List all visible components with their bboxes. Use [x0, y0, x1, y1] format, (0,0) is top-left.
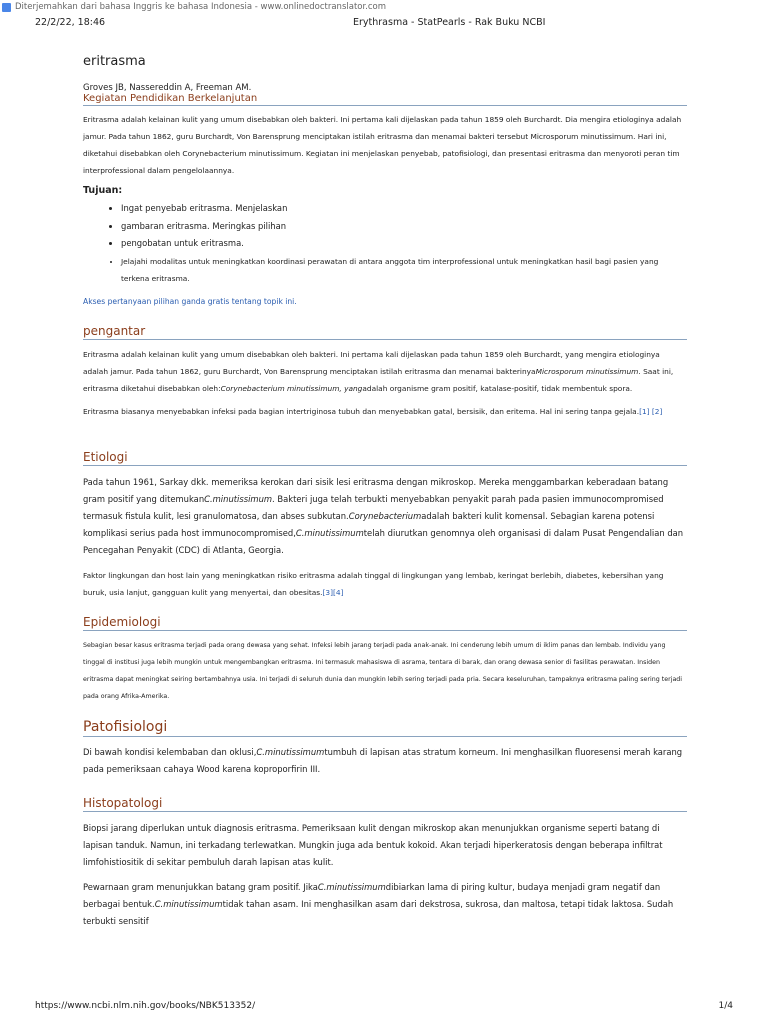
pengantar-paragraph-2: Eritrasma biasanya menyebabkan infeksi pada bagian intertriginosa tubuh dan menyebabkan gatal, bersisik, dan eritema. Hal ini sering tanpa gejala.[1] [2]	[83, 406, 663, 416]
list-item: • Jelajahi modalitas untuk meningkatkan koordinasi perawatan di antara anggota tim interprofessional untuk meningkatkan hasil bagi pasien yang terkena eritrasma.	[121, 253, 687, 287]
section-heading-kegiatan: Kegiatan Pendidikan Berkelanjutan	[83, 93, 687, 106]
etiologi-paragraph-1: Pada tahun 1961, Sarkay dkk. memeriksa kerokan dari sisik lesi eritrasma dengan mikroskop. Mereka menggambarkan keberadaan batang gram positif yang ditemukanC.minutissimum. Bakteri juga telah terbukti menyebabkan penyakit parah pada pasien immunocompromised termasuk fistula kulit, lesi granulomatosa, dan abses subkutan.Corynebacteriumadalah bakteri kulit komensal. Sebagian karena potensi komplikasi serius pada host immunocompromised,C.minutissimumtelah diurutkan genomnya oleh organisasi di dalam Pusat Pengendalian dan Pencegahan Penyakit (CDC) di Atlanta, Georgia.	[83, 476, 684, 555]
objectives-list	[83, 200, 687, 287]
list-item: • Ingat penyebab eritrasma. Menjelaskan	[121, 200, 687, 218]
etiologi-paragraph-2: Faktor lingkungan dan host lain yang meningkatkan risiko eritrasma adalah tinggal di lingkungan yang lembab, keringat berlebih, diabetes, kebersihan yang buruk, usia lanjut, gangguan kulit yang menyertai, dan obesitas.[3][4]	[83, 570, 664, 597]
article-authors: Groves JB, Nassereddin A, Freeman AM.	[83, 83, 252, 93]
article-content	[83, 50, 687, 930]
kegiatan-paragraph: Eritrasma adalah kelainan kulit yang umum disebabkan oleh bakteri. Ini pertama kali dijelaskan pada tahun 1859 oleh Burchardt. Dia mengira etiologinya adalah jamur. Pada tahun 1862, guru Burchardt, Von Barensprung menciptakan istilah eritrasma dan menamai bakteri tersebut Microsporum minutissimum. Hari ini, diketahui disebabkan oleh Corynebacterium minutissimum. Kegiatan ini menjelaskan penyebab, patofisiologi, dan presentasi eritrasma dan menyoroti peran tim interprofessional dalam pengelolaannya.	[83, 115, 682, 175]
section-heading-patofisiologi: Patofisiologi	[83, 719, 687, 737]
objectives-label: Tujuan:	[83, 185, 123, 196]
citation-link[interactable]: [3][4]	[322, 587, 344, 597]
print-datetime: 22/2/22, 18:46	[35, 17, 106, 28]
list-item: • pengobatan untuk eritrasma.	[121, 235, 687, 253]
translator-logo-icon	[2, 3, 11, 12]
translation-banner[interactable]	[0, 0, 768, 14]
histopatologi-paragraph-1: Biopsi jarang diperlukan untuk diagnosis eritrasma. Pemeriksaan kulit dengan mikroskop akan menunjukkan organisme seperti batang di lapisan tanduk. Namun, ini terkadang terlewatkan. Mungkin juga ada bentuk kokoid. Akan terjadi hiperkeratosis dengan beberapa infiltrat limfohistiositik di sekitar pembuluh darah lapisan atas kulit.	[83, 822, 663, 867]
translation-banner-text[interactable]: Diterjemahkan dari bahasa Inggris ke bahasa Indonesia - www.onlinedoctranslator.com	[15, 2, 387, 12]
histopatologi-paragraph-2: Pewarnaan gram menunjukkan batang gram positif. JikaC.minutissimumdibiarkan lama di piring kultur, budaya menjadi gram negatif dan berbagai bentuk.C.minutissimumtidak tahan asam. Ini menghasilkan asam dari dekstrosa, sukrosa, dan maltosa, tetapi tidak laktosa. Sudah terbukti sensitif	[83, 881, 674, 926]
page-url: https://www.ncbi.nlm.nih.gov/books/NBK513352/	[35, 1001, 256, 1011]
print-page-title: Erythrasma - StatPearls - Rak Buku NCBI	[353, 17, 546, 28]
epidemiologi-paragraph: Sebagian besar kasus eritrasma terjadi pada orang dewasa yang sehat. Infeksi lebih jarang terjadi pada anak-anak. Ini cenderung lebih umum di iklim panas dan lembab. Individu yang tinggal di institusi juga lebih mungkin untuk mengembangkan eritrasma. Ini termasuk mahasiswa di asrama, tentara di barak, dan orang dewasa senior di fasilitas perawatan. Insiden eritrasma dapat meningkat seiring bertambahnya usia. Ini terjadi di seluruh dunia dan mungkin lebih sering terjadi pada pria. Secara keseluruhan, tampaknya eritrasma paling sering terjadi pada orang Afrika-Amerika.	[83, 641, 683, 700]
mcq-link[interactable]: Akses pertanyaan pilihan ganda gratis tentang topik ini.	[83, 296, 297, 306]
list-item: • gambaran eritrasma. Meringkas pilihan	[121, 218, 687, 236]
citation-link[interactable]: [1] [2]	[639, 406, 663, 416]
article-title: eritrasma	[83, 54, 146, 69]
page-number: 1/4	[718, 1001, 733, 1011]
patofisiologi-paragraph: Di bawah kondisi kelembaban dan oklusi,C.minutissimumtumbuh di lapisan atas stratum korneum. Ini menghasilkan fluoresensi merah karang pada pemeriksaan cahaya Wood karena koproporfirin III.	[83, 746, 683, 774]
section-heading-etiologi: Etiologi	[83, 450, 687, 466]
section-heading-pengantar: pengantar	[83, 324, 687, 340]
pengantar-paragraph-1: Eritrasma adalah kelainan kulit yang umum disebabkan oleh bakteri. Ini pertama kali dijelaskan pada tahun 1859 oleh Burchardt, yang mengira etiologinya adalah jamur. Pada tahun 1862, guru Burchardt, Von Barensprung menciptakan istilah eritrasma dan menamai bakterinyaMicrosporum minutissimum. Saat ini, eritrasma diketahui disebabkan oleh:Corynebacterium minutissimum, yangadalah organisme gram positif, katalase-positif, tidak membentuk spora.	[83, 349, 674, 393]
section-heading-epidemiologi: Epidemiologi	[83, 615, 687, 631]
print-footer	[35, 1001, 733, 1011]
section-heading-histopatologi: Histopatologi	[83, 796, 687, 812]
